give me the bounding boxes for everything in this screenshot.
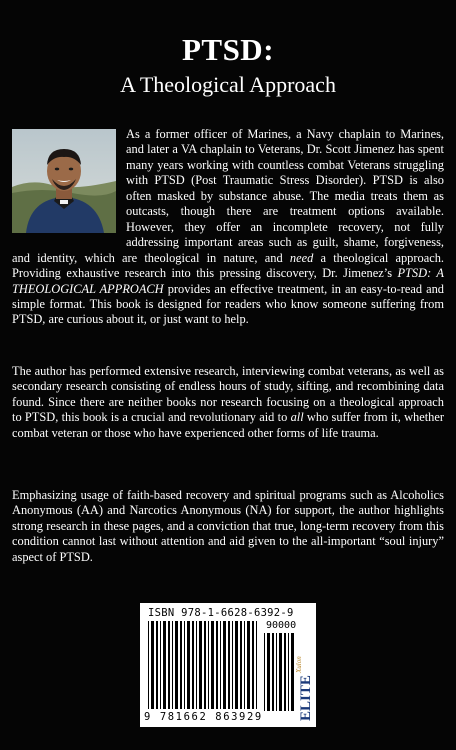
barcode-bar [279,633,282,711]
text-run: As a former officer of Marines, a Navy chaplain to Marines, and later a VA chaplain to Veterans, Dr. Scott Jimenez has spent many years working with countless combat Veterans struggling with PTSD (Post Traumatic Stress Disorder). PTSD is also often masked by substance abuse. The media treats them as outcasts, though there are treatment options available. However, they offer an incomplete recovery, not fully addressing important areas such as guilt, shame, forgiveness, and identity, which are theological in nature, and [12,127,444,265]
barcode-bar [256,621,257,709]
barcode-bar [220,621,221,709]
text-run: The author has performed extensive research, interviewing combat veterans, as well as secondary research consisting of endless hours of study, sifting, and recombining data found. Since there are neither books nor research focusing on a theological approach to PTSD, this book is a crucial and revolutionary aid to [12,364,444,425]
barcode-bar [208,621,209,709]
barcode-bar [192,621,194,709]
publisher-logo [296,633,314,723]
italic-phrase: need [289,250,314,265]
barcode-bar [175,621,178,709]
barcode-bar [163,621,166,709]
barcode-bar [168,621,170,709]
barcode-bar [291,633,294,711]
barcode-bar [223,621,226,709]
text-run: a theological approach. Providing exhaustive research into this pressing discovery, Dr. Jimenez’s [12,250,444,281]
barcode-bar [148,621,149,709]
italic-phrase: PTSD: A THEOLOGICAL APPROACH [12,266,444,296]
barcode-bar [184,621,185,709]
barcode-bar [232,621,233,709]
barcode-bar [244,621,245,709]
barcode-bar [199,621,202,709]
barcode-bar [252,621,254,709]
text-run: Emphasizing usage of faith-based recovery and spiritual programs such as Alcoholics Anonymous (AA) and Narcotics Anonymous (NA) for support, the author highlights strong research in these pages, and a conviction that true, long-term recovery from this condition cannot last without attention and aid given to the all-important “soul injury” aspect of PTSD. [12,488,444,564]
barcode-bar [211,621,214,709]
barcode-bar [172,621,173,709]
svg-text:ELITE: ELITE [298,675,314,721]
italic-phrase: all [290,410,304,425]
barcode-bar [240,621,242,709]
author-photo [12,129,116,233]
barcode-bar [160,621,161,709]
barcode-bar [156,621,158,709]
book-subtitle: A Theological Approach [120,72,336,97]
barcode-bar [180,621,182,709]
ean-barcode [148,621,260,713]
price-barcode [264,633,294,713]
barcode-bar [216,621,218,709]
barcode-bar [288,633,289,711]
barcode-bar [264,633,265,711]
isbn-label: ISBN 978-1-6628-6392-9 [148,607,294,619]
book-title: PTSD: [181,32,275,67]
svg-text:Xulon: Xulon [295,656,303,673]
barcode-bar [284,633,286,711]
description-paragraph-1 [12,127,444,328]
text-run: who suffer from it, whether combat veteran or those who have experienced other forms of life trauma. [12,410,444,440]
paragraph-2-text [12,364,444,440]
description-paragraph-2 [12,364,444,441]
ean-digits: 9 781662 863929 [144,711,263,723]
barcode-bar [151,621,154,709]
barcode-bar [204,621,206,709]
barcode-bar [187,621,190,709]
barcode-bar [235,621,238,709]
barcode-bar [247,621,250,709]
price-code: 90000 [266,620,297,631]
barcode-panel [140,603,316,727]
paragraph-3-text [12,488,444,564]
barcode-bar [267,633,270,711]
barcode-bar [196,621,197,709]
barcode-bar [228,621,230,709]
text-run: provides an effective treatment, in an easy-to-read and simple format. This book is designed for readers who know someone suffering from PTSD, are curious about it, or just want to help. [12,281,444,327]
barcode-bar [276,633,277,711]
barcode-bar [272,633,274,711]
description-paragraph-3 [12,488,444,565]
